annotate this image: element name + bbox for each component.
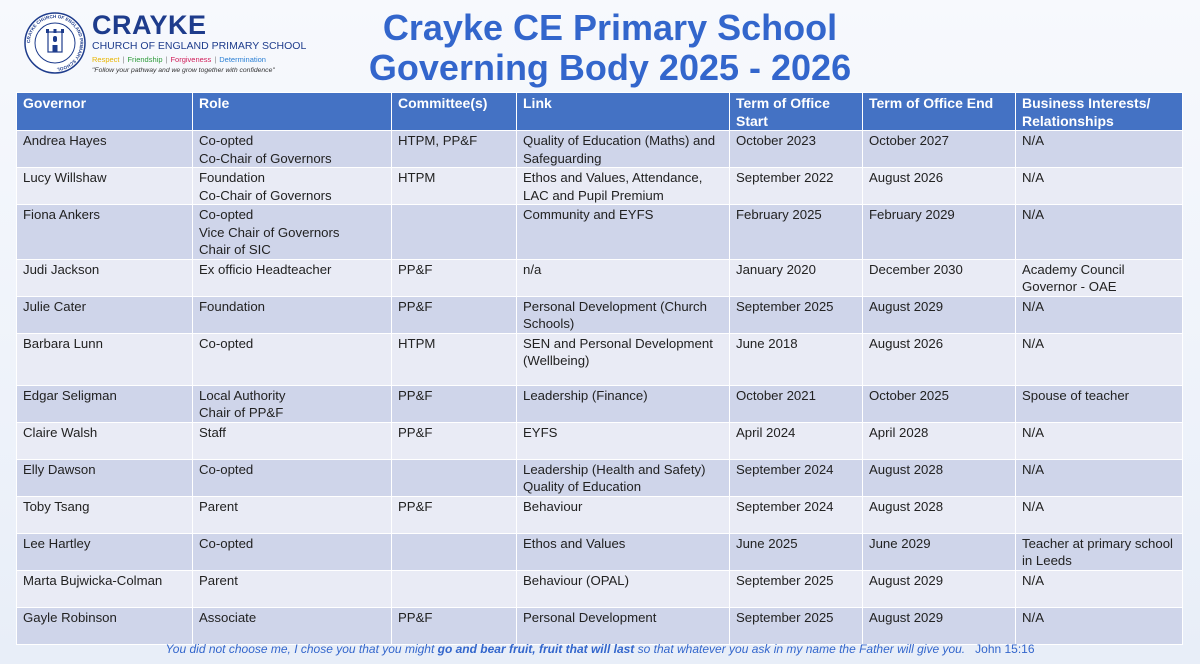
cell-committees: PP&F xyxy=(392,422,517,459)
table-row xyxy=(17,296,1183,333)
cell-term-end: June 2029 xyxy=(863,533,1016,570)
table-row xyxy=(17,333,1183,385)
table-row xyxy=(17,205,1183,260)
footer-quote xyxy=(0,642,1200,656)
cell-link: Ethos and Values, Attendance, LAC and Pupil Premium xyxy=(517,168,730,205)
cell-governor: Marta Bujwicka-Colman xyxy=(17,570,193,607)
table-row xyxy=(17,422,1183,459)
value-forgiveness: Forgiveness xyxy=(170,55,212,64)
cell-committees xyxy=(392,570,517,607)
cell-term-start: September 2024 xyxy=(730,496,863,533)
title-line-2: Governing Body 2025 - 2026 xyxy=(368,47,852,88)
table-row xyxy=(17,168,1183,205)
cell-link: Community and EYFS xyxy=(517,205,730,260)
header-committees: Committee(s) xyxy=(392,93,517,131)
cell-governor: Toby Tsang xyxy=(17,496,193,533)
table-row xyxy=(17,259,1183,296)
cell-link: Behaviour xyxy=(517,496,730,533)
table-row xyxy=(17,607,1183,644)
cell-term-start: October 2023 xyxy=(730,131,863,168)
cell-role xyxy=(193,533,392,570)
role-line: Co-opted xyxy=(199,207,254,222)
cell-governor: Edgar Seligman xyxy=(17,385,193,422)
cell-business-interests: N/A xyxy=(1016,205,1183,260)
cell-link: EYFS xyxy=(517,422,730,459)
cell-term-end: October 2025 xyxy=(863,385,1016,422)
cell-term-end: August 2026 xyxy=(863,168,1016,205)
table-row xyxy=(17,496,1183,533)
cell-term-end: August 2026 xyxy=(863,333,1016,385)
table-row xyxy=(17,131,1183,168)
cell-term-start: September 2025 xyxy=(730,607,863,644)
cell-term-end: April 2028 xyxy=(863,422,1016,459)
cell-role xyxy=(193,259,392,296)
cell-term-start: October 2021 xyxy=(730,385,863,422)
cell-business-interests: Teacher at primary school in Leeds xyxy=(1016,533,1183,570)
role-line: Chair of PP&F xyxy=(199,405,284,420)
school-subtitle: CHURCH OF ENGLAND PRIMARY SCHOOL xyxy=(92,40,307,52)
cell-link: Behaviour (OPAL) xyxy=(517,570,730,607)
table-header-row xyxy=(17,93,1183,131)
cell-business-interests: N/A xyxy=(1016,607,1183,644)
cell-governor: Judi Jackson xyxy=(17,259,193,296)
cell-business-interests: N/A xyxy=(1016,422,1183,459)
cell-link: SEN and Personal Development (Wellbeing) xyxy=(517,333,730,385)
school-motto: "Follow your pathway and we grow together with confidence" xyxy=(92,67,275,74)
header-term-end: Term of Office End xyxy=(863,93,1016,131)
role-line: Vice Chair of Governors xyxy=(199,224,340,240)
title-line-1: Crayke CE Primary School xyxy=(382,7,838,48)
cell-term-end: December 2030 xyxy=(863,259,1016,296)
cell-term-end: August 2029 xyxy=(863,296,1016,333)
role-line: Co-opted xyxy=(199,461,254,477)
cell-term-start: June 2025 xyxy=(730,533,863,570)
table-row xyxy=(17,570,1183,607)
governors-table xyxy=(16,92,1183,645)
cell-committees xyxy=(392,533,517,570)
cell-term-start: February 2025 xyxy=(730,205,863,260)
cell-business-interests: N/A xyxy=(1016,168,1183,205)
cell-business-interests: N/A xyxy=(1016,496,1183,533)
role-line: Chair of SIC xyxy=(199,242,271,257)
cell-business-interests: Spouse of teacher xyxy=(1016,385,1183,422)
cell-term-start: June 2018 xyxy=(730,333,863,385)
footer-quote-part1: You did not choose me, I chose you that you might xyxy=(165,642,438,656)
footer-reference: John 15:16 xyxy=(975,642,1035,656)
value-friendship: Friendship xyxy=(127,55,163,64)
cell-term-end: August 2029 xyxy=(863,570,1016,607)
header-role: Role xyxy=(193,93,392,131)
cell-term-end: August 2028 xyxy=(863,459,1016,496)
cell-link: Personal Development (Church Schools) xyxy=(517,296,730,333)
cell-role xyxy=(193,168,392,205)
cell-link: Ethos and Values xyxy=(517,533,730,570)
role-line: Parent xyxy=(199,572,238,588)
cell-business-interests: N/A xyxy=(1016,296,1183,333)
role-line: Co-Chair of Governors xyxy=(199,187,332,203)
footer-quote-emphasis: go and bear fruit, fruit that will last xyxy=(437,642,635,656)
cell-role xyxy=(193,422,392,459)
cell-committees: HTPM xyxy=(392,168,517,205)
cell-governor: Elly Dawson xyxy=(17,459,193,496)
cell-role xyxy=(193,333,392,385)
header-link: Link xyxy=(517,93,730,131)
cell-committees: PP&F xyxy=(392,496,517,533)
cell-business-interests: N/A xyxy=(1016,131,1183,168)
table-row xyxy=(17,533,1183,570)
value-determination: Determination xyxy=(219,55,266,64)
cell-committees: HTPM xyxy=(392,333,517,385)
cell-business-interests: N/A xyxy=(1016,570,1183,607)
page-title xyxy=(300,8,920,88)
cell-governor: Fiona Ankers xyxy=(17,205,193,260)
cell-link: Quality of Education (Maths) and Safeguarding xyxy=(517,131,730,168)
cell-committees: PP&F xyxy=(392,607,517,644)
cell-term-end: August 2029 xyxy=(863,607,1016,644)
role-line: Foundation xyxy=(199,170,265,185)
cell-term-start: September 2025 xyxy=(730,296,863,333)
cell-role xyxy=(193,131,392,168)
cell-term-end: February 2029 xyxy=(863,205,1016,260)
cell-link: Leadership (Finance) xyxy=(517,385,730,422)
role-line: Co-opted xyxy=(199,133,254,148)
cell-governor: Gayle Robinson xyxy=(17,607,193,644)
cell-committees xyxy=(392,205,517,260)
footer-quote-part2: so that whatever you ask in my name the Father will give you. xyxy=(634,642,966,656)
cell-term-start: January 2020 xyxy=(730,259,863,296)
cell-role xyxy=(193,570,392,607)
school-logo xyxy=(24,10,307,80)
cell-role xyxy=(193,205,392,260)
role-line: Associate xyxy=(199,609,257,625)
role-line: Co-opted xyxy=(199,335,254,351)
cell-business-interests: N/A xyxy=(1016,459,1183,496)
cell-committees xyxy=(392,459,517,496)
role-line: Foundation xyxy=(199,298,265,314)
cell-term-end: October 2027 xyxy=(863,131,1016,168)
cell-role xyxy=(193,296,392,333)
cell-governor: Andrea Hayes xyxy=(17,131,193,168)
cell-governor: Julie Cater xyxy=(17,296,193,333)
role-line: Co-opted xyxy=(199,535,254,551)
role-line: Co-Chair of Governors xyxy=(199,150,332,166)
cell-role xyxy=(193,496,392,533)
cell-committees: PP&F xyxy=(392,385,517,422)
table-row xyxy=(17,459,1183,496)
cell-committees: PP&F xyxy=(392,296,517,333)
role-line: Ex officio Headteacher xyxy=(199,261,332,277)
cell-committees: PP&F xyxy=(392,259,517,296)
cell-link: Leadership (Health and Safety) Quality of Education xyxy=(517,459,730,496)
cell-committees: HTPM, PP&F xyxy=(392,131,517,168)
role-line: Local Authority xyxy=(199,387,286,403)
cell-governor: Lee Hartley xyxy=(17,533,193,570)
cell-link: Personal Development xyxy=(517,607,730,644)
cell-business-interests: N/A xyxy=(1016,333,1183,385)
cell-link: n/a xyxy=(517,259,730,296)
cell-term-start: September 2022 xyxy=(730,168,863,205)
header-governor: Governor xyxy=(17,93,193,131)
cell-role xyxy=(193,385,392,422)
cell-business-interests: Academy Council Governor - OAE xyxy=(1016,259,1183,296)
header-business-interests: Business Interests/ Relationships xyxy=(1016,93,1183,131)
cell-term-end: August 2028 xyxy=(863,496,1016,533)
table-row xyxy=(17,385,1183,422)
school-seal-icon xyxy=(24,12,86,74)
cell-term-start: September 2024 xyxy=(730,459,863,496)
school-name: CRAYKE xyxy=(92,10,207,40)
school-values: Respect | Friendship | Forgiveness | Determination xyxy=(92,55,266,64)
value-respect: Respect xyxy=(92,55,120,64)
role-line: Parent xyxy=(199,498,238,514)
cell-term-start: April 2024 xyxy=(730,422,863,459)
cell-role xyxy=(193,459,392,496)
cell-governor: Claire Walsh xyxy=(17,422,193,459)
cell-term-start: September 2025 xyxy=(730,570,863,607)
svg-text:CRAYKE CHURCH OF ENGLAND PRIMA: CRAYKE CHURCH OF ENGLAND PRIMARY SCHOOL xyxy=(25,13,85,72)
cell-role xyxy=(193,607,392,644)
cell-governor: Barbara Lunn xyxy=(17,333,193,385)
role-line: Staff xyxy=(199,424,226,440)
cell-governor: Lucy Willshaw xyxy=(17,168,193,205)
header-term-start: Term of Office Start xyxy=(730,93,863,131)
